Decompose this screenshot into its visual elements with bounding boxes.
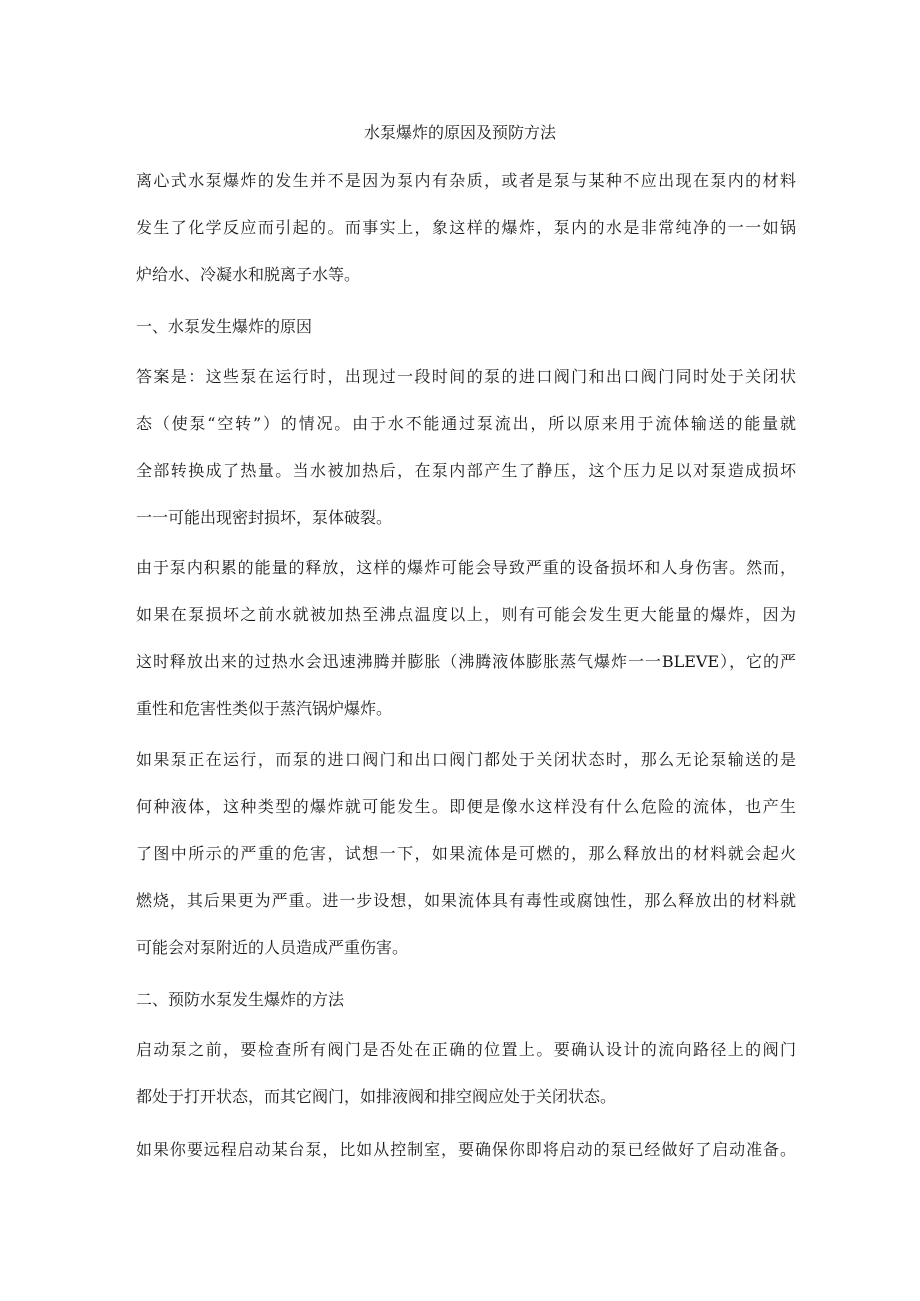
paragraph-line: 答案是：这些泵在运行时，出现过一段时间的泵的进口阀门和出口阀门同时处于关闭状: [136, 367, 796, 386]
paragraph-line: 发生了化学反应而引起的。而事实上，象这样的爆炸，泵内的水是非常纯净的一一如锅: [136, 218, 796, 237]
paragraph-line: 全部转换成了热量。当水被加热后，在泵内部产生了静压，这个压力足以对泵造成损坏: [136, 461, 796, 480]
paragraph-line: 态（使泵“空转”）的情况。由于水不能通过泵流出，所以原来用于流体输送的能量就: [136, 414, 796, 433]
paragraph-line: 一一可能出现密封损坏，泵体破裂。: [136, 508, 393, 527]
paragraph-line: 如果在泵损坏之前水就被加热至沸点温度以上，则有可能会发生更大能量的爆炸，因为: [136, 605, 796, 624]
paragraph-line: 何种液体，这种类型的爆炸就可能发生。即便是像水这样没有什么危险的流体，也产生: [136, 797, 796, 816]
paragraph-line: 都处于打开状态，而其它阀门，如排液阀和排空阀应处于关闭状态。: [136, 1087, 617, 1106]
paragraph-line: 这时释放出来的过热水会迅速沸腾并膨胀（沸腾液体膨胀蒸气爆炸一一BLEVE），它的严: [136, 652, 796, 671]
paragraph-line: 如果你要远程启动某台泵，比如从控制室，要确保你即将启动的泵已经做好了启动准备。: [136, 1140, 796, 1159]
paragraph-line: 离心式水泵爆炸的发生并不是因为泵内有杂质，或者是泵与某种不应出现在泵内的材料: [136, 171, 796, 190]
paragraph-line: 重性和危害性类似于蒸汽锅炉爆炸。: [136, 699, 393, 718]
document-title: 水泵爆炸的原因及预防方法: [363, 123, 556, 142]
paragraph-line: 由于泵内积累的能量的释放，这样的爆炸可能会导致严重的设备损坏和人身伤害。然而，: [136, 558, 796, 577]
paragraph-line: 可能会对泵附近的人员造成严重伤害。: [136, 938, 409, 957]
paragraph-line: 如果泵正在运行，而泵的进口阀门和出口阀门都处于关闭状态时，那么无论泵输送的是: [136, 750, 796, 769]
section-heading: 一、水泵发生爆炸的原因: [136, 317, 313, 336]
paragraph-line: 启动泵之前，要检查所有阀门是否处在正确的位置上。要确认设计的流向路径上的阀门: [136, 1040, 796, 1059]
paragraph-line: 燃烧，其后果更为严重。进一步设想，如果流体具有毒性或腐蚀性，那么释放出的材料就: [136, 891, 796, 910]
paragraph-line: 炉给水、冷凝水和脱离子水等。: [136, 265, 361, 284]
paragraph-line: 了图中所示的严重的危害，试想一下，如果流体是可燃的，那么释放出的材料就会起火: [136, 844, 796, 863]
section-heading: 二、预防水泵发生爆炸的方法: [136, 990, 345, 1009]
